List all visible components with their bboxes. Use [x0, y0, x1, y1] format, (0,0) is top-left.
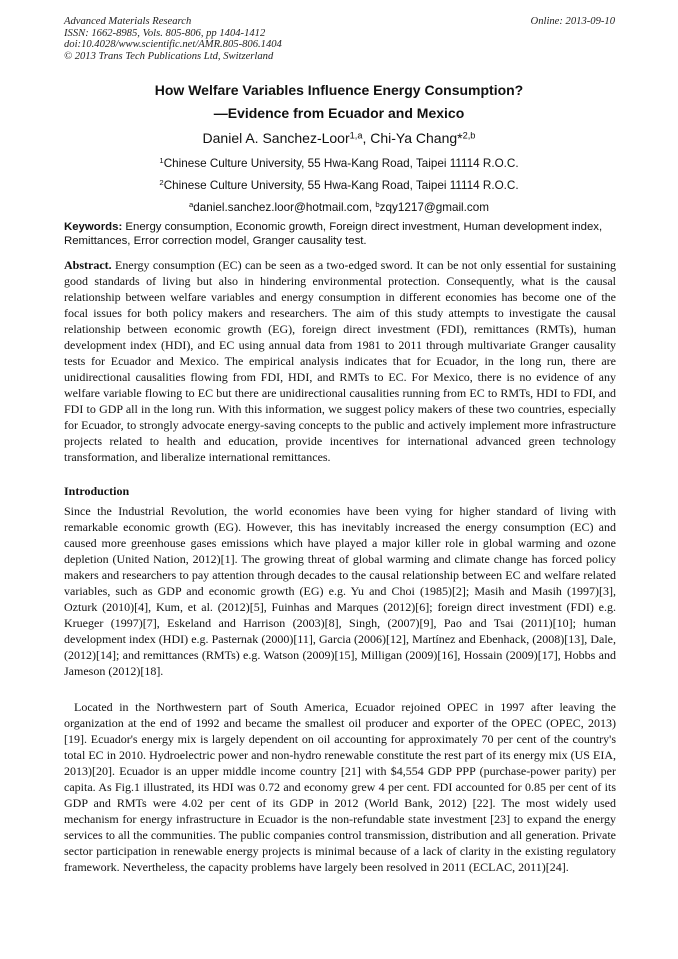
introduction-paragraph-1: Since the Industrial Revolution, the world economies have been vying for higher standard of living with remarkable economic growth (EG). However, this has inevitably increased the energy consumption (EC) and caused more greenhouse gases emissions which have played a major killer role in global warming and ozone depletion (United Nation, 2012)[1]. The growing threat of global warming and climate change has forced policy makers and researchers to pay attention through decades to the causal relationship between EC and welfare related variables, such as GDP and economic growth (EG) e.g. Yu and Choi (1985)[2]; Masih and Masih (1997)[3], Ozturk (2010)[4], Kum, et al. (2012)[5], Fuinhas and Marques (2012)[6]; foreign direct investment (FDI) e.g. Krueger (1997)[7], Eskeland and Harrison (2003)[8], Singh, (2007)[9], Pao and Tsai (2011)[10]; human development index (HDI) e.g. Pasternak (2000)[11], Garcia (2006)[12], Martínez and Ebenhack, (2008)[13], Dale, (2012)[14]; and remittances (RMTs) e.g. Watson (2009)[15], Milligan (2009)[16], Hossain (2009)[17], Hobbs and Jameson (2012)[18].	[64, 504, 616, 678]
author-emails	[60, 200, 618, 216]
online-date: Online: 2013-09-10	[530, 16, 615, 27]
author-2-superscript: 2,b	[462, 130, 476, 141]
affiliation-2-text: Chinese Culture University, 55 Hwa-Kang Road, Taipei 11114 R.O.C.	[163, 179, 519, 192]
email-b-superscript: b	[375, 200, 380, 210]
affiliation-2-superscript: 2	[159, 178, 164, 188]
journal-name: Advanced Materials Research	[64, 16, 192, 27]
email-b: zqy1217@gmail.com	[379, 201, 489, 214]
paper-title-line1: How Welfare Variables Influence Energy Consumption?	[154, 82, 524, 98]
issn-line: ISSN: 1662-8985, Vols. 805-806, pp 1404-1412	[64, 27, 266, 39]
author-1-superscript: 1,a	[349, 130, 363, 141]
abstract-text: Energy consumption (EC) can be seen as a two-edged sword. It can be not only essential for sustaining good standards of living but also in hindering environmental protection. Consequently, what is the causal relationship between welfare variables and energy consumption in different economies has become one of the focal issues for both policy makers and researchers. The aim of this study attempts to investigate the causal relationship between economic growth (EG), foreign direct investment (FDI), remittances (RMTs), human development index (HDI), and EC using annual data from 1981 to 2011 through multivariate Granger causality tests for Ecuador and Mexico. The empirical analysis indicates that for Ecuador, in the long run, there are unidirectional causalities flowing from FDI, HDI, and RMTs to EC. For Mexico, there is no evidence of any welfare variable flowing to EC but there are unidirectional causalities running from EC to RMTs, HDI to FDI, and FDI to GDP all in the long run. With this information, we suggest policy makers of these two countries, especially for Ecuador, to strongly advocate energy-saving concepts to the public and actively implement more infrastructure projects related to health and education, provide incentives for international advanced green technology transformation, and liberalize international remittances.	[64, 258, 616, 464]
email-a: daniel.sanchez.loor@hotmail.com	[193, 201, 369, 214]
keywords-text: Energy consumption, Economic growth, Foreign direct investment, Human development index, Remittances, Error correction model, Granger causality test.	[64, 221, 603, 247]
doi-line: doi:10.4028/www.scientific.net/AMR.805-806.1404	[64, 39, 282, 51]
author-1-name: Daniel A. Sanchez-Loor	[202, 130, 350, 146]
copyright-line: © 2013 Trans Tech Publications Ltd, Switzerland	[64, 50, 274, 62]
email-a-superscript: a	[189, 200, 194, 210]
paper-title-line2: —Evidence from Ecuador and Mexico	[213, 105, 465, 121]
affiliation-2	[60, 178, 618, 194]
abstract-label: Abstract.	[64, 258, 112, 272]
abstract	[64, 257, 616, 465]
journal-header	[64, 16, 282, 62]
author-separator: ,	[362, 130, 371, 146]
introduction-paragraph-2: Located in the Northwestern part of South America, Ecuador rejoined OPEC in 1997 after leaving the organization at the end of 1992 and became the smallest oil producer and exporter of the OPEC (OPEC, 2013)[19]. Ecuador's energy mix is largely dependent on oil accounting for approximately 70 per cent of the country's total EC in 2010. Hydroelectric power and non-hydro renewable constitute the rest part of its energy mix (US EIA, 2013)[20]. Ecuador is an upper middle income country [21] with $4,554 GDP PPP (purchase-power parity) per capita. As Fig.1 illustrated, its HDI was 0.72 and economy grew 4 per cent. FDI accounted for 0.85 per cent of its GDP and RMTs were 4.02 per cent of its GDP in 2012 (World Bank, 2012) [22]. The most widely used mechanism for energy infrastructure in Ecuador is the non-refundable state investment [23] to expand the energy services to all the communities. The public companies control transmission, distribution and all generation. Private sector participation in renewable energy projects is minimal because of a lack of clarity in the existing regulatory framework. Nevertheless, the capacity problems have largely been resolved in 2011 (ECLAC, 2011)[24].	[64, 700, 616, 874]
affiliation-1	[60, 156, 618, 172]
affiliation-1-superscript: 1	[159, 156, 164, 166]
author-2-name: Chi-Ya Chang*	[370, 130, 463, 146]
introduction-heading: Introduction	[64, 484, 130, 498]
keywords-label: Keywords:	[64, 221, 123, 233]
affiliation-1-text: Chinese Culture University, 55 Hwa-Kang Road, Taipei 11114 R.O.C.	[163, 157, 519, 170]
keywords	[64, 220, 616, 248]
author-list	[60, 129, 618, 147]
email-separator: ,	[368, 201, 376, 214]
